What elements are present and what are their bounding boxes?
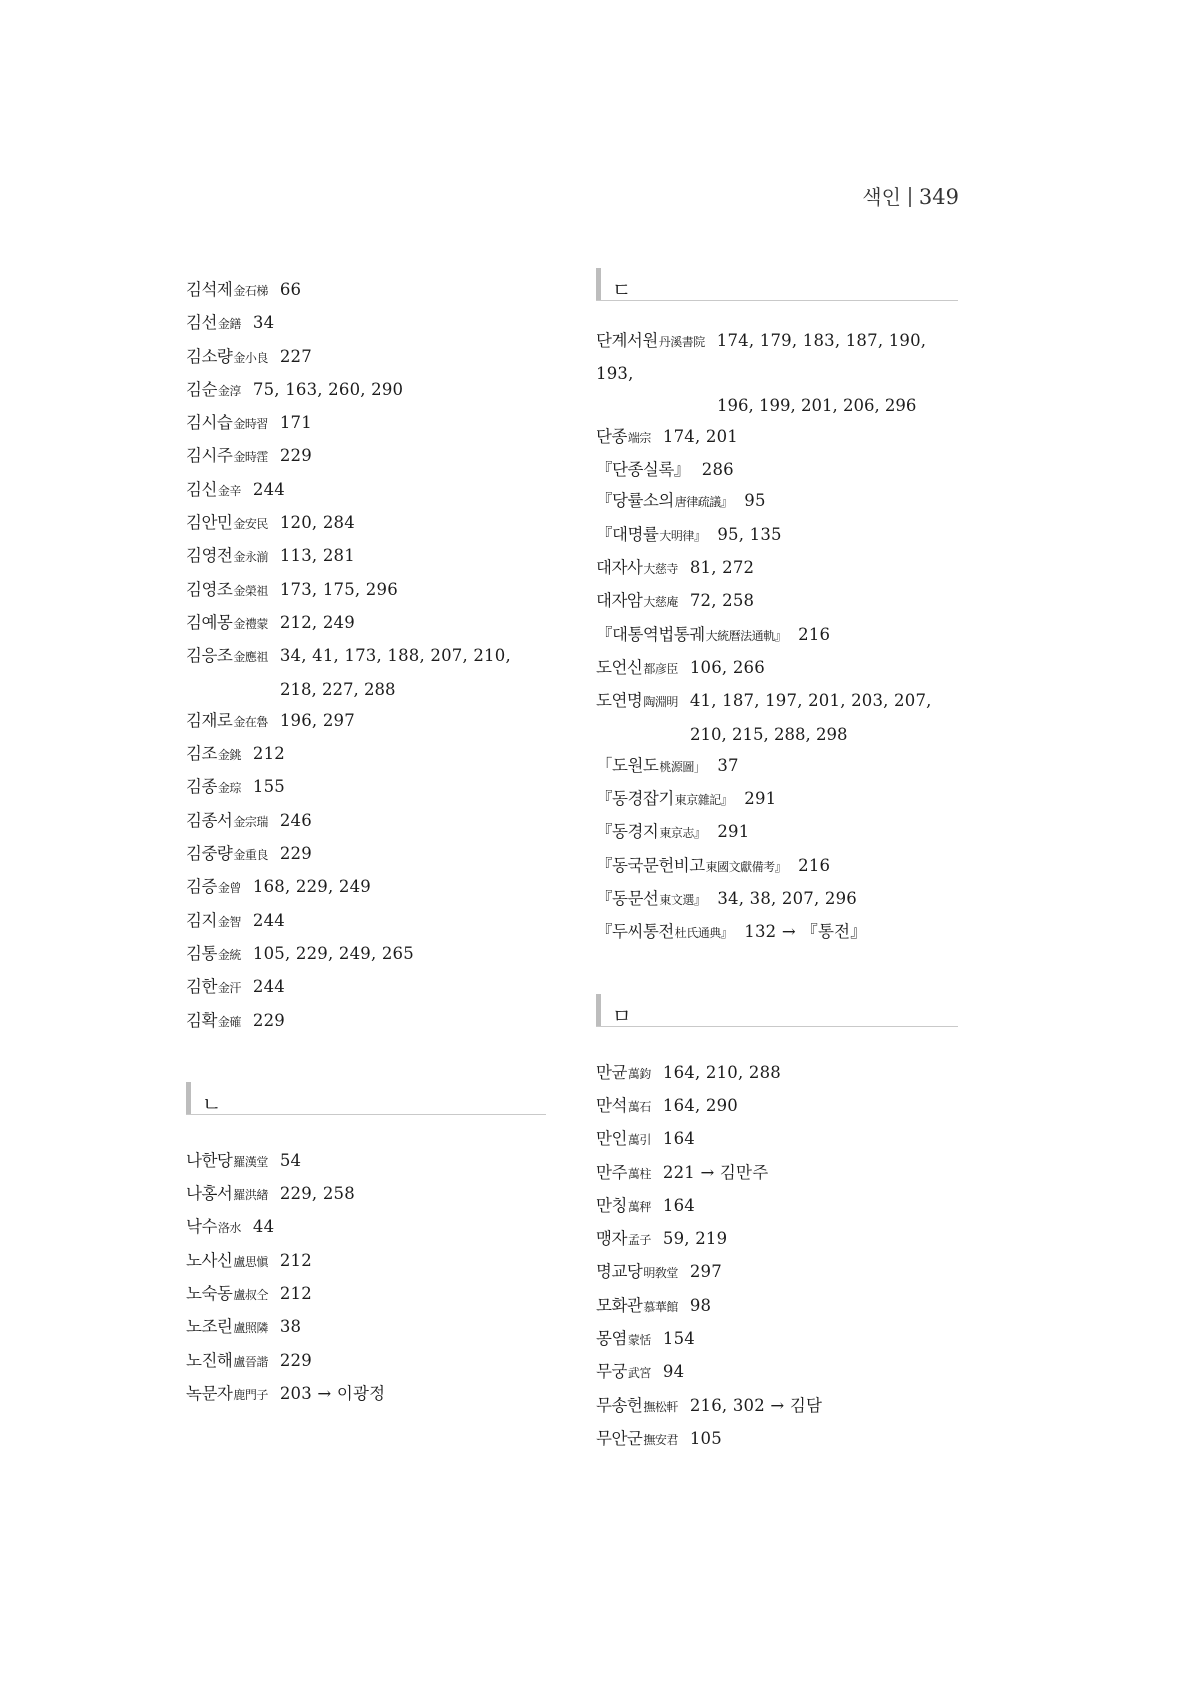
- entry-headword: 『단종실록』: [596, 460, 690, 480]
- entry-hanja: 丹溪書院: [658, 335, 705, 349]
- index-entry: [596, 685, 958, 718]
- entry-headword: 노조린: [186, 1317, 233, 1337]
- entry-headword: 무안군: [596, 1428, 643, 1448]
- index-entry: [186, 274, 546, 307]
- entry-hanja: 武宮: [627, 1366, 651, 1381]
- entry-pages: 34: [252, 313, 275, 333]
- entry-hanja: 金在魯: [233, 714, 268, 729]
- index-entry: [186, 440, 546, 473]
- running-header-title: 색인: [862, 185, 901, 209]
- entry-pages: 34, 38, 207, 296: [717, 889, 857, 909]
- entry-hanja: 金曾: [217, 881, 241, 896]
- index-entry: [596, 1323, 958, 1356]
- index-entry-continuation: [596, 390, 958, 421]
- page-number: 349: [918, 185, 959, 209]
- entry-pages: 81, 272: [689, 558, 755, 578]
- index-entry: [186, 771, 546, 804]
- entry-headword: 「도원도: [596, 755, 659, 775]
- entry-headword: 만균: [596, 1062, 627, 1082]
- index-entry: [186, 805, 546, 838]
- entry-headword: 만칭: [596, 1195, 627, 1215]
- index-entry: [596, 1157, 958, 1190]
- entry-headword: 김조: [186, 744, 217, 764]
- entry-pages: 105: [689, 1428, 722, 1448]
- index-entry: [596, 783, 958, 816]
- index-entry: [186, 640, 546, 673]
- entry-pages: 171: [279, 413, 312, 433]
- index-entry: [596, 916, 958, 949]
- index-entry: [186, 1178, 546, 1211]
- index-entry: [186, 1005, 546, 1038]
- entry-hanja: 陶淵明: [643, 695, 678, 710]
- entry-pages: 216, 302 → 김담: [689, 1395, 823, 1415]
- entry-hanja: 金鐥: [217, 317, 241, 332]
- entries-m: [596, 1057, 958, 1457]
- index-entry: [186, 871, 546, 904]
- entry-pages: 229: [279, 446, 312, 466]
- index-entry: [186, 1245, 546, 1278]
- index-entry: [596, 750, 958, 783]
- entry-pages: 212: [279, 1284, 312, 1304]
- entries-d: [596, 325, 958, 950]
- entry-pages: 212: [279, 1250, 312, 1270]
- entry-hanja: 鹿門子: [233, 1387, 268, 1402]
- index-entry: [596, 325, 958, 390]
- index-entry: [186, 474, 546, 507]
- entry-headword: 대자사: [596, 558, 643, 578]
- entry-pages: 38: [279, 1317, 302, 1337]
- entry-headword: 단계서원: [596, 331, 658, 350]
- entry-hanja: 東國文獻備考』: [705, 859, 787, 874]
- entry-pages: 221 → 김만주: [662, 1162, 769, 1182]
- entry-pages-continued: 210, 215, 288, 298: [690, 724, 848, 744]
- entry-hanja: 金應祖: [233, 650, 268, 665]
- section-bar: [596, 994, 601, 1026]
- entry-headword: 『동경지: [596, 822, 659, 842]
- index-entry: [596, 1390, 958, 1423]
- entry-hanja: 盧叔仝: [233, 1288, 268, 1303]
- entry-headword: 김증: [186, 877, 217, 897]
- entry-headword: 김영조: [186, 579, 233, 599]
- entry-pages: 216: [798, 855, 831, 875]
- entry-pages: 75, 163, 260, 290: [252, 379, 404, 399]
- entry-pages: 44: [252, 1217, 275, 1237]
- entry-headword: 김재로: [186, 710, 233, 730]
- entry-pages: 291: [717, 822, 750, 842]
- entry-headword: 『대명률: [596, 524, 659, 544]
- section-letter: ㄴ: [202, 1091, 222, 1116]
- entry-hanja: 金榮祖: [233, 583, 268, 598]
- index-entry: [186, 1378, 546, 1411]
- entry-hanja: 端宗: [627, 430, 651, 445]
- entry-headword: 노사신: [186, 1250, 233, 1270]
- entry-pages: 37: [717, 755, 739, 775]
- index-entry: [186, 905, 546, 938]
- entry-hanja: 金安民: [233, 517, 268, 532]
- entry-hanja: 萬鈞: [627, 1066, 651, 1081]
- index-entry: [186, 1345, 546, 1378]
- entry-hanja: 金汗: [217, 981, 241, 996]
- entry-hanja: 盧思愼: [233, 1254, 268, 1269]
- entry-pages-continued: 196, 199, 201, 206, 296: [717, 395, 917, 415]
- entry-headword: 『동경잡기: [596, 789, 674, 809]
- entry-hanja: 金淳: [217, 383, 241, 398]
- index-entry: [596, 619, 958, 652]
- entry-hanja: 大慈庵: [643, 595, 678, 610]
- entry-headword: 김순: [186, 379, 217, 399]
- entry-pages: 106, 266: [689, 657, 765, 677]
- index-entry: [186, 507, 546, 540]
- entry-headword: 김확: [186, 1010, 217, 1030]
- entry-headword: 『대통역법통궤: [596, 624, 705, 644]
- index-entry: [596, 485, 958, 518]
- entry-hanja: 金石梯: [233, 284, 268, 298]
- entry-pages: 229: [279, 1350, 312, 1370]
- entry-hanja: 撫松軒: [643, 1399, 678, 1414]
- index-entry: [186, 307, 546, 340]
- entry-pages: 212, 249: [279, 612, 355, 632]
- left-column: [186, 274, 546, 1411]
- entry-hanja: 萬引: [627, 1133, 651, 1148]
- entry-headword: 노진해: [186, 1350, 233, 1370]
- index-entry: [596, 585, 958, 618]
- section-letter: ㅁ: [612, 1003, 632, 1028]
- entry-hanja: 洛水: [217, 1221, 241, 1236]
- entry-headword: 김지: [186, 910, 217, 930]
- index-entry-continuation: [596, 719, 958, 750]
- entry-hanja: 金銚: [217, 748, 241, 763]
- entry-hanja: 金重良: [233, 848, 268, 863]
- index-entry: [186, 1145, 546, 1178]
- entry-pages: 244: [252, 479, 285, 499]
- entry-hanja: 金永湔: [233, 550, 268, 565]
- index-entry: [186, 1278, 546, 1311]
- entry-pages: 174, 201: [662, 426, 738, 446]
- entry-pages: 95, 135: [717, 524, 782, 544]
- index-entry: [596, 816, 958, 849]
- entry-pages: 297: [689, 1262, 722, 1282]
- index-entry: [596, 519, 958, 552]
- entry-headword: 김신: [186, 479, 217, 499]
- entry-headword: 김시주: [186, 446, 233, 466]
- entry-hanja: 蒙恬: [627, 1333, 651, 1348]
- entry-headword: 『동문선: [596, 889, 659, 909]
- entry-hanja: 金統: [217, 947, 241, 962]
- entry-pages: 113, 281: [279, 546, 355, 566]
- entry-hanja: 明敎堂: [643, 1266, 678, 1281]
- entry-pages: 164: [662, 1195, 695, 1215]
- section-heading-m: [596, 994, 958, 1027]
- entry-hanja: 東京雜記』: [674, 793, 733, 808]
- index-entry: [186, 540, 546, 573]
- entry-headword: 『동국문헌비고: [596, 855, 705, 875]
- entry-hanja: 萬柱: [627, 1166, 651, 1181]
- entry-pages: 203 → 이광정: [279, 1383, 386, 1403]
- index-entry: [596, 652, 958, 685]
- entry-pages: 66: [279, 280, 302, 299]
- entry-hanja: 金時霔: [233, 450, 268, 465]
- entry-hanja: 金琮: [217, 781, 241, 796]
- entry-pages: 174, 179, 183, 187, 190, 193,: [596, 331, 927, 384]
- entry-pages: 41, 187, 197, 201, 203, 207,: [689, 691, 932, 711]
- entry-hanja: 都彦臣: [643, 661, 678, 676]
- index-entry: [596, 1123, 958, 1156]
- entry-headword: 대자암: [596, 591, 643, 611]
- entry-pages: 95: [744, 491, 766, 511]
- entry-hanja: 金智: [217, 914, 241, 929]
- entry-pages: 155: [252, 777, 285, 797]
- index-entry: [596, 1057, 958, 1090]
- entry-hanja: 大明律』: [659, 528, 706, 543]
- entry-pages: 168, 229, 249: [252, 877, 371, 897]
- entry-hanja: 金時習: [233, 417, 268, 432]
- entry-pages: 94: [662, 1362, 685, 1382]
- entry-hanja: 東京志』: [659, 826, 706, 841]
- index-entry-continuation: [186, 674, 546, 705]
- entry-headword: 맹자: [596, 1229, 627, 1249]
- entry-pages: 72, 258: [689, 591, 755, 611]
- entry-pages: 246: [279, 810, 312, 830]
- entry-headword: 『두씨통전: [596, 922, 674, 942]
- index-entry: [186, 407, 546, 440]
- entry-headword: 김예몽: [186, 612, 233, 632]
- entry-headword: 도연명: [596, 691, 643, 711]
- entry-hanja: 金宗瑞: [233, 814, 268, 829]
- entry-headword: 명교당: [596, 1262, 643, 1282]
- entry-hanja: 孟子: [627, 1233, 651, 1248]
- entry-pages: 105, 229, 249, 265: [252, 943, 414, 963]
- index-entry: [186, 971, 546, 1004]
- entry-hanja: 慕華館: [643, 1299, 678, 1314]
- entry-hanja: 大慈寺: [643, 562, 678, 577]
- entry-headword: 단종: [596, 426, 627, 446]
- index-entry: [186, 738, 546, 771]
- entry-hanja: 金禮蒙: [233, 616, 268, 631]
- entries-gim: [186, 274, 546, 1038]
- entry-hanja: 羅洪緖: [233, 1188, 268, 1203]
- entry-hanja: 撫安君: [643, 1432, 678, 1447]
- entry-pages: 196, 297: [279, 710, 355, 730]
- entry-pages-continued: 218, 227, 288: [280, 679, 396, 699]
- entry-pages: 229: [279, 844, 312, 864]
- entry-headword: 몽염: [596, 1329, 627, 1349]
- entry-hanja: 萬秤: [627, 1199, 651, 1214]
- entry-pages: 164: [662, 1129, 695, 1149]
- entry-hanja: 萬石: [627, 1099, 651, 1114]
- entry-headword: 김영전: [186, 546, 233, 566]
- entry-headword: 나홍서: [186, 1184, 233, 1204]
- entry-headword: 김안민: [186, 513, 233, 533]
- index-entry: [596, 552, 958, 585]
- entry-pages: 216: [798, 624, 831, 644]
- entry-hanja: 金辛: [217, 483, 241, 498]
- index-entry: [596, 1223, 958, 1256]
- section-heading-d: [596, 268, 958, 301]
- index-entry: [186, 1211, 546, 1244]
- entry-headword: 만석: [596, 1095, 627, 1115]
- entry-pages: 120, 284: [279, 513, 355, 533]
- entry-pages: 154: [662, 1329, 695, 1349]
- entry-pages: 229, 258: [279, 1184, 355, 1204]
- entry-headword: 만인: [596, 1129, 627, 1149]
- entry-hanja: 盧照隣: [233, 1321, 268, 1336]
- entry-pages: 212: [252, 744, 285, 764]
- index-entry: [596, 1290, 958, 1323]
- entry-headword: 만주: [596, 1162, 627, 1182]
- entry-headword: 김중량: [186, 844, 233, 864]
- entry-headword: 『당률소의: [596, 491, 674, 511]
- entry-hanja: 金小良: [233, 350, 268, 365]
- entry-headword: 무송헌: [596, 1395, 643, 1415]
- entry-hanja: 唐律疏議』: [674, 495, 733, 510]
- entry-hanja: 東文選』: [659, 893, 706, 908]
- entry-pages: 98: [689, 1295, 712, 1315]
- entry-headword: 노숙동: [186, 1284, 233, 1304]
- entry-hanja: 金確: [217, 1014, 241, 1029]
- entries-n: [186, 1145, 546, 1411]
- index-entry: [186, 341, 546, 374]
- entry-headword: 김종: [186, 777, 217, 797]
- section-bar: [596, 268, 601, 300]
- entry-pages: 164, 210, 288: [662, 1062, 781, 1082]
- entry-headword: 김시습: [186, 413, 233, 433]
- entry-hanja: 桃源圖」: [659, 759, 706, 774]
- entry-pages: 132 → 『통전』: [744, 922, 867, 942]
- entry-headword: 녹문자: [186, 1383, 233, 1403]
- index-entry: [186, 374, 546, 407]
- section-bar: [186, 1082, 191, 1114]
- entry-pages: 59, 219: [662, 1229, 728, 1249]
- entry-hanja: 大統曆法通軌』: [705, 628, 787, 643]
- index-entry: [596, 883, 958, 916]
- index-entry: [596, 454, 958, 485]
- index-entry: [186, 838, 546, 871]
- index-entry: [596, 1190, 958, 1223]
- index-entry: [596, 1356, 958, 1389]
- index-entry: [186, 1311, 546, 1344]
- entry-headword: 김선: [186, 313, 217, 333]
- entry-pages: 244: [252, 910, 285, 930]
- index-entry: [186, 607, 546, 640]
- section-letter: ㄷ: [612, 278, 632, 302]
- entry-hanja: 羅漢堂: [233, 1154, 268, 1169]
- entry-headword: 나한당: [186, 1150, 233, 1170]
- entry-pages: 164, 290: [662, 1095, 738, 1115]
- entry-headword: 김소량: [186, 346, 233, 366]
- index-entry: [596, 421, 958, 454]
- entry-pages: 54: [279, 1150, 302, 1170]
- entry-headword: 김통: [186, 943, 217, 963]
- index-entry: [596, 1423, 958, 1456]
- right-column: [596, 262, 958, 1456]
- entry-hanja: 杜氏通典』: [674, 926, 733, 941]
- index-entry: [596, 850, 958, 883]
- index-entry: [186, 574, 546, 607]
- section-heading-n: [186, 1082, 546, 1115]
- entry-pages: 34, 41, 173, 188, 207, 210,: [279, 646, 511, 666]
- entry-headword: 무궁: [596, 1362, 627, 1382]
- entry-pages: 227: [279, 346, 312, 366]
- entry-headword: 모화관: [596, 1295, 643, 1315]
- running-header: [862, 181, 959, 210]
- header-separator: [909, 187, 911, 207]
- entry-pages: 291: [744, 789, 777, 809]
- entry-pages: 229: [252, 1010, 285, 1030]
- entry-headword: 김종서: [186, 810, 233, 830]
- entry-headword: 김석제: [186, 280, 233, 299]
- entry-pages: 286: [701, 460, 734, 480]
- index-entry: [186, 938, 546, 971]
- index-entry: [596, 1090, 958, 1123]
- index-entry: [186, 705, 546, 738]
- entry-pages: 244: [252, 977, 285, 997]
- entry-hanja: 盧晉諧: [233, 1354, 268, 1369]
- entry-headword: 도언신: [596, 657, 643, 677]
- entry-pages: 173, 175, 296: [279, 579, 398, 599]
- index-entry: [596, 1256, 958, 1289]
- entry-headword: 김응조: [186, 646, 233, 666]
- entry-headword: 낙수: [186, 1217, 217, 1237]
- entry-headword: 김한: [186, 977, 217, 997]
